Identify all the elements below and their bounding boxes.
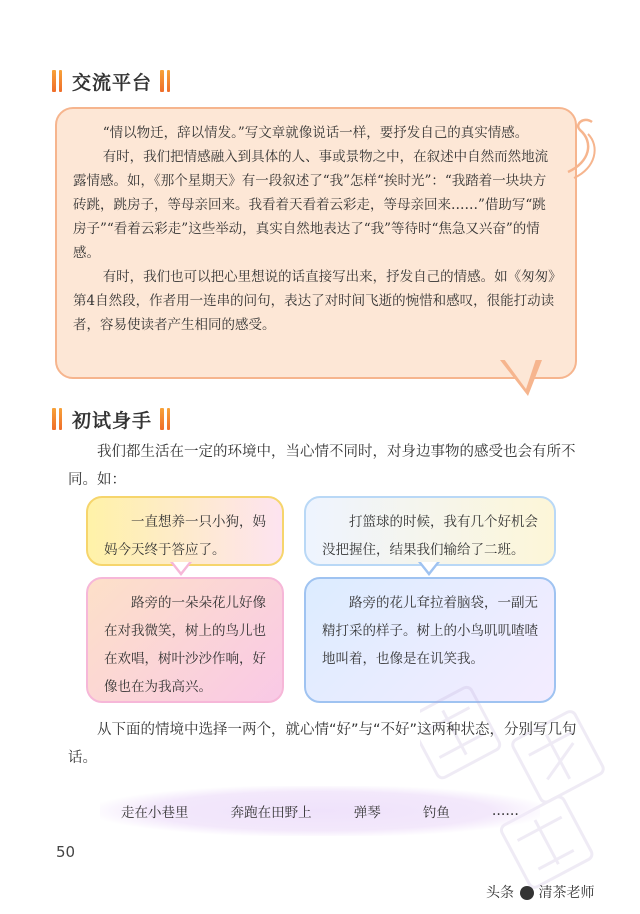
- card-connector-left-inner: [173, 562, 189, 572]
- scenario-choices: [100, 786, 540, 836]
- title-bar-right-thin: [167, 70, 170, 92]
- practice-instruction-text: 从下面的情境中选择一两个，就心情“好”与“不好”这两种状态，分别写几句话。: [68, 722, 577, 766]
- source-credit-prefix: 头条: [486, 885, 514, 901]
- practice-instruction: [68, 716, 588, 772]
- card-connector-right-inner: [421, 562, 437, 572]
- section-title-practice-text: 初试身手: [72, 409, 153, 432]
- card-bad-mood-event-text: 打篮球的时候，我有几个好机会没把握住，结果我们输给了二班。: [322, 514, 538, 558]
- choice-more: ……: [491, 803, 519, 819]
- source-credit: [486, 882, 594, 902]
- choice-fishing: 钓鱼: [422, 805, 450, 821]
- title-bar-right: [160, 70, 164, 92]
- card-good-mood-scene: [86, 577, 284, 703]
- title-bar-left-thin: [59, 408, 62, 430]
- card-good-mood-event-text: 一直想养一只小狗，妈妈今天终于答应了。: [104, 514, 266, 558]
- watermark-seal: [420, 650, 630, 910]
- section-title-practice: [52, 404, 170, 434]
- exchange-paragraph-3: 有时，我们也可以把心里想说的话直接写出来，抒发自己的情感。如《匆匆》第4自然段，作者用一连串的问句，表达了对时间飞逝的惋惜和感叹，很能打动读者，容易使读者产生相同的感受。: [73, 269, 555, 333]
- choice-field: 奔跑在田野上: [230, 805, 312, 821]
- card-good-mood-event: [86, 496, 284, 566]
- title-bar-left-thin: [59, 70, 62, 92]
- speech-bubble-tail-inner: [504, 359, 536, 389]
- title-bar-right-thin: [167, 408, 170, 430]
- exchange-paragraph-2: 有时，我们把情感融入到具体的人、事或景物之中，在叙述中自然而然地流露情感。如，《那个星期天》有一段叙述了“我”怎样“挨时光”：“我踏着一块块方砖跳，跳房子，等母亲回来。我看着天看着云彩走，等母亲回来……”借助写“跳房子”“看着云彩走”这些举动，真实自然地表达了“我”等待时“焦急又兴奋”的情感。: [73, 149, 549, 261]
- section-title-exchange-text: 交流平台: [72, 71, 153, 94]
- page-number: 50: [56, 843, 76, 861]
- source-credit-author: 清茶老师: [538, 885, 595, 901]
- decoration-swirl-icon: [560, 112, 600, 182]
- title-bar-right: [160, 408, 164, 430]
- author-avatar-icon: [520, 886, 534, 900]
- card-bad-mood-scene-text: 路旁的花儿耷拉着脑袋，一副无精打采的样子。树上的小鸟叽叽喳喳地叫着，也像是在讥笑我。: [322, 595, 538, 667]
- title-bar-left: [52, 408, 56, 430]
- choice-alley: 走在小巷里: [121, 805, 189, 821]
- card-bad-mood-event: [304, 496, 556, 566]
- exchange-speech-box: [55, 107, 577, 379]
- exchange-paragraph-1: “情以物迁，辞以情发。”写文章就像说话一样，要抒发自己的真实情感。: [102, 125, 529, 141]
- choice-piano: 弹琴: [353, 805, 381, 821]
- practice-intro: [68, 438, 588, 494]
- practice-intro-text: 我们都生活在一定的环境中，当心情不同时，对身边事物的感受也会有所不同。如：: [68, 444, 576, 488]
- section-title-exchange: [52, 66, 170, 96]
- card-good-mood-scene-text: 路旁的一朵朵花儿好像在对我微笑，树上的鸟儿也在欢唱，树叶沙沙作响，好像也在为我高兴。: [104, 595, 266, 695]
- title-bar-left: [52, 70, 56, 92]
